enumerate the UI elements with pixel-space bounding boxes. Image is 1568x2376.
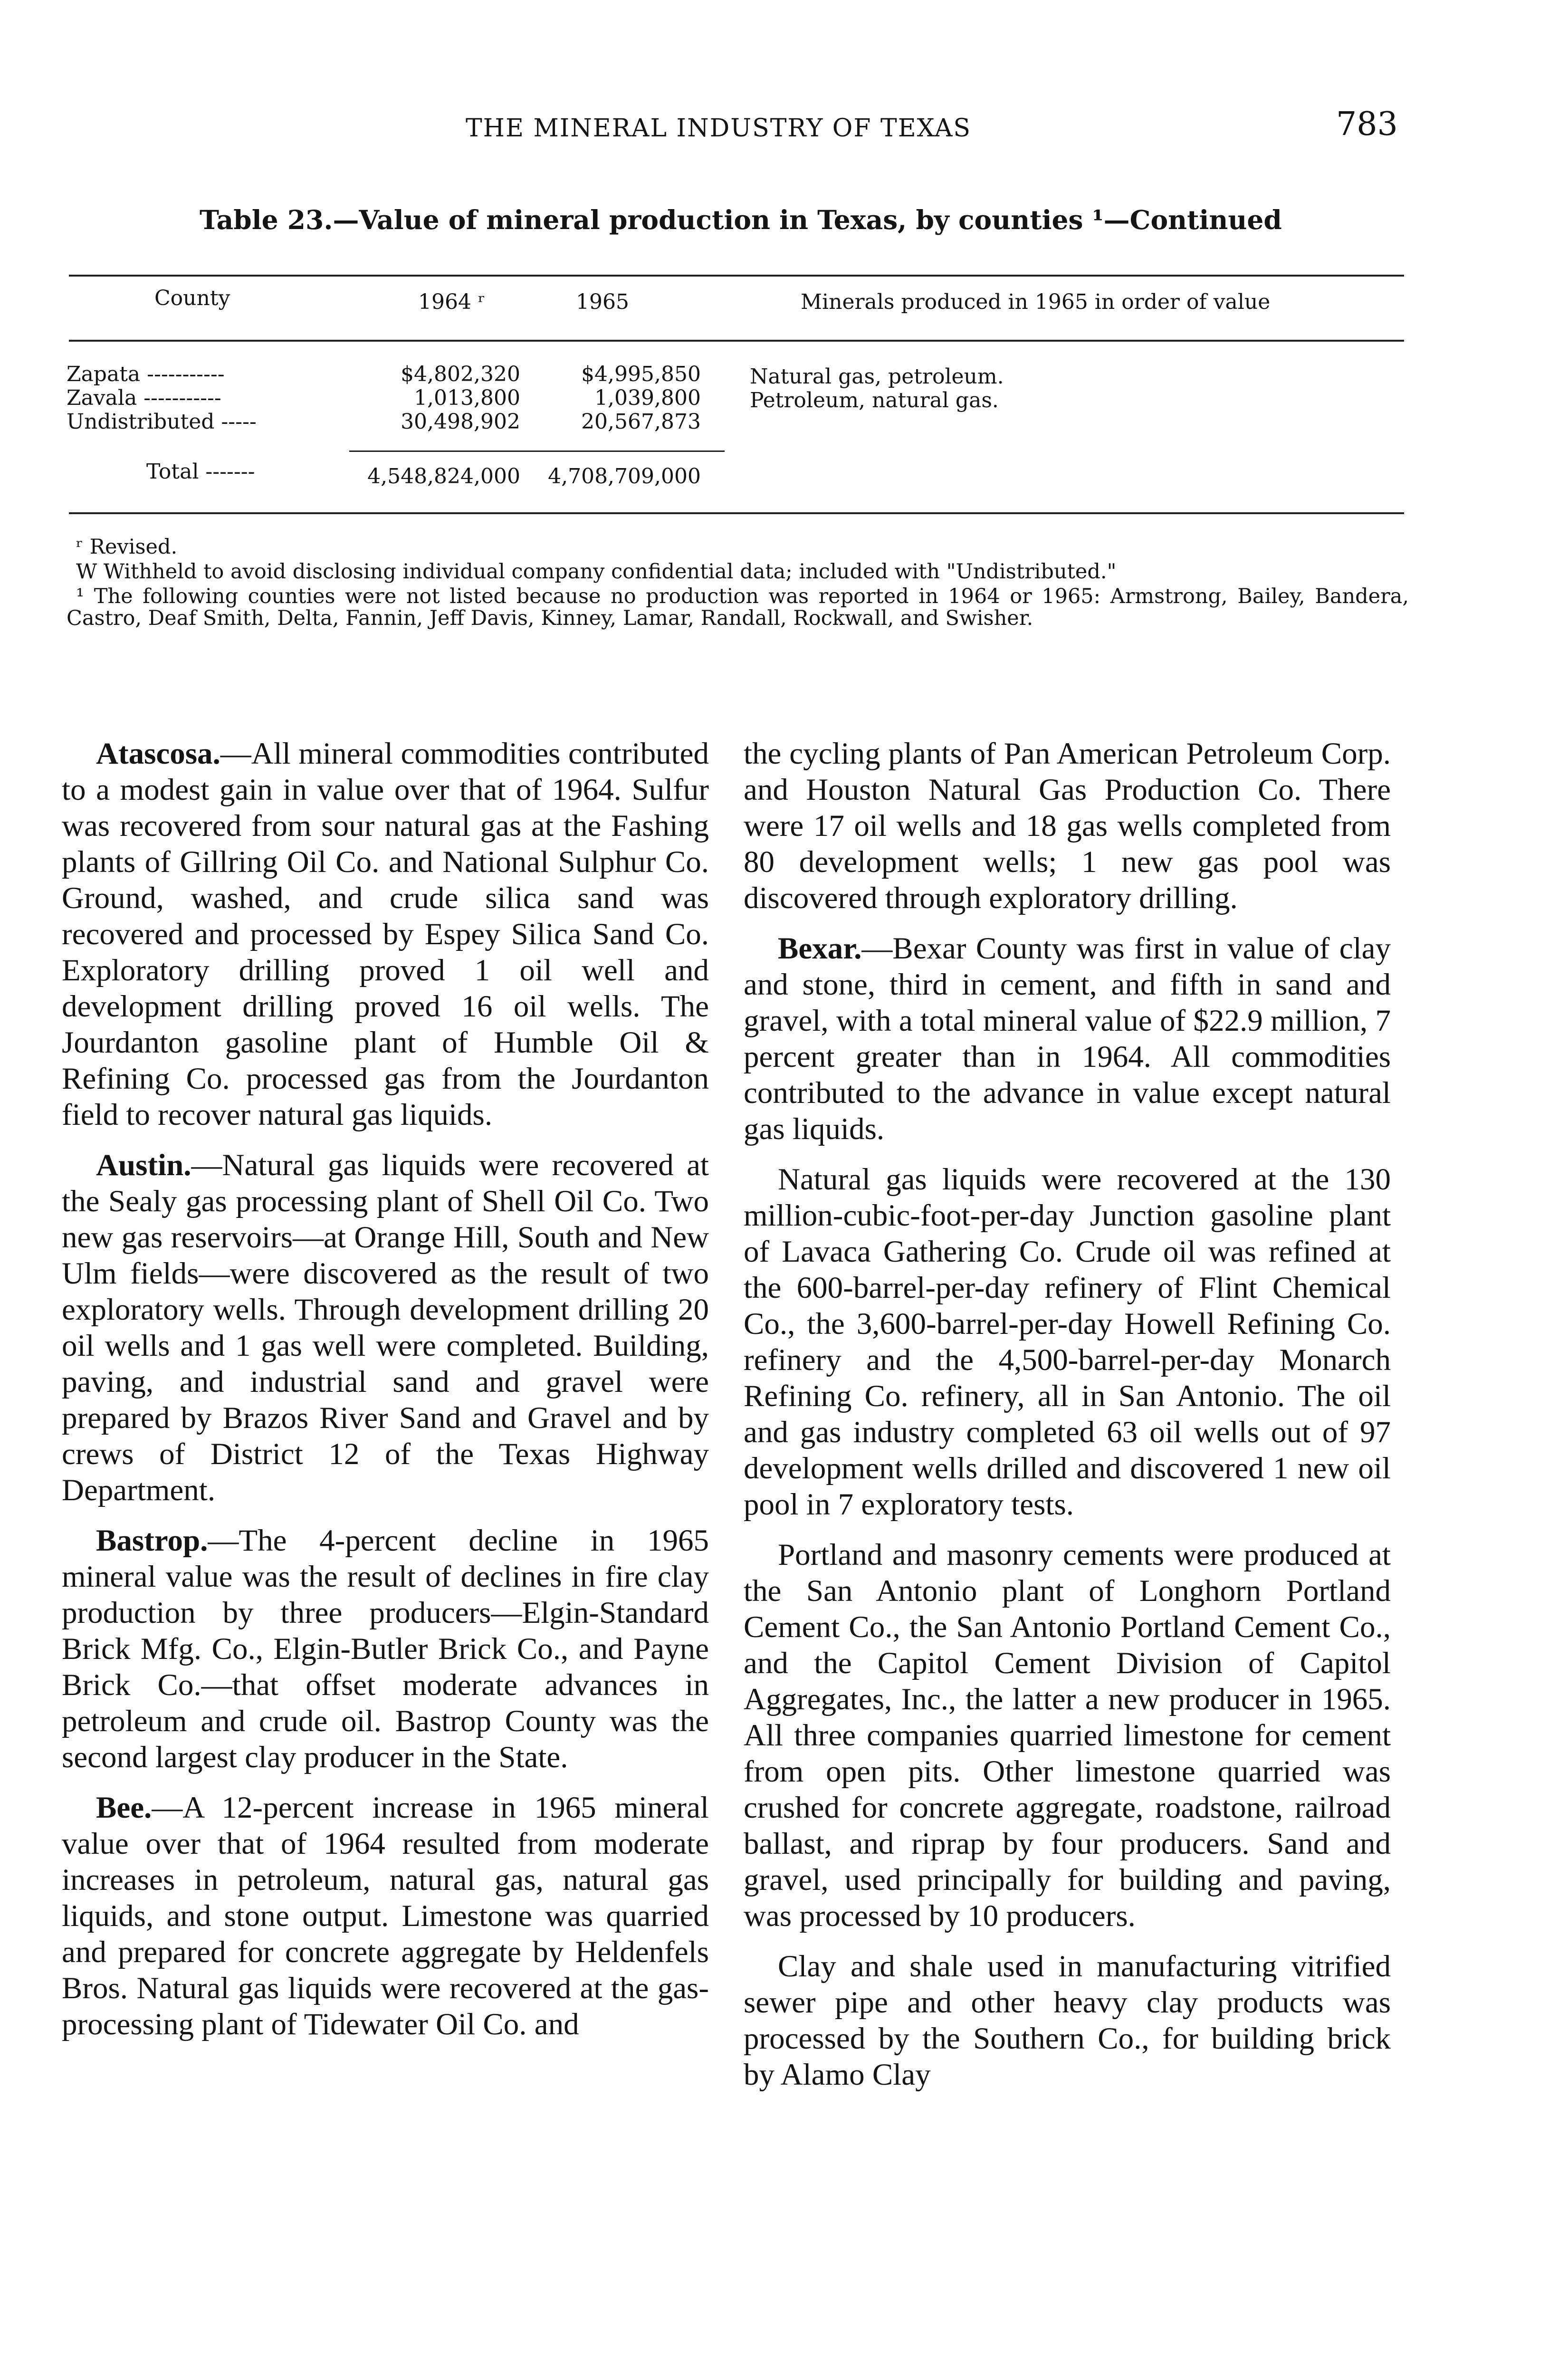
county-cell: Undistributed ----- — [67, 410, 257, 434]
paragraph-bexar-gas: Natural gas liquids were recovered at the 130 million-cubic-foot-per-day Junction gasoline plant of Lavaca Gathering Co. Crude oil was refined at the 600-barrel-per-day refinery of Flint Chemical Co., the 3,600-barrel-per-day Howell Refining Co. refinery and the 4,500-barrel-per-day Monarch Refining Co. refinery, all in San Antonio. The oil and gas industry completed 63 oil wells out of 97 development wells drilled and discovered 1 new oil pool in 7 exploratory tests. — [744, 1162, 1391, 1522]
paragraph-bexar-cement: Portland and masonry cements were produced at the San Antonio plant of Longhorn Portland Cement Co., the San Antonio Portland Cement Co., and the Capitol Cement Division of Capitol Aggregates, Inc., the latter a new producer in 1965. All three companies quarried limestone for cement from open pits. Other limestone quarried was crushed for concrete aggregate, roadstone, railroad ballast, and riprap by four producers. Sand and gravel, used principally for building and paving, was processed by 10 producers. — [744, 1538, 1391, 1933]
value-1964-cell: 30,498,902 — [401, 410, 520, 434]
footnote-unlisted-counties: ¹ The following counties were not listed because no production was reported in 1964 or 1965: Armstrong, Bailey, Bandera, Castro, Deaf Smith, Delta, Fannin, Jeff Davis, Kinney, Lamar, Randall, Rockwall, and Swisher. — [67, 584, 1409, 630]
value-1965-cell: 1,039,800 — [594, 386, 701, 410]
column-header-1964: 1964 ʳ — [418, 290, 486, 314]
paragraph-austin: Austin.—Natural gas liquids were recovered at the Sealy gas processing plant of Shell Oil Co. Two new gas reservoirs—at Orange Hill, South and New Ulm fields—were discovered as the result of two exploratory wells. Through development drilling 20 oil wells and 1 gas well were completed. Building, paving, and industrial sand and gravel were prepared by Brazos River Sand and Gravel and by crews of District 12 of the Texas Highway Department. — [62, 1148, 709, 1507]
table-title: Table 23.—Value of mineral production in Texas, by counties ¹—Continued — [200, 204, 1282, 235]
running-title: THE MINERAL INDUSTRY OF TEXAS — [466, 114, 972, 143]
minerals-cell: Natural gas, petroleum. — [750, 364, 1004, 389]
value-1965-cell: $4,995,850 — [581, 362, 701, 386]
column-header-minerals: Minerals produced in 1965 in order of value — [801, 290, 1271, 314]
column-header-county: County — [154, 286, 230, 310]
total-1964-cell: 4,548,824,000 — [367, 464, 520, 489]
total-label: Total ------- — [146, 460, 255, 484]
county-cell: Zapata ----------- — [67, 362, 225, 386]
county-cell: Zavala ----------- — [67, 386, 221, 410]
paragraph-bexar: Bexar.—Bexar County was first in value of clay and stone, third in cement, and fifth in sand and gravel, with a total mineral value of $22.9 million, 7 percent greater than in 1964. All commodities contributed to the advance in value except natural gas liquids. — [744, 931, 1391, 1146]
value-1964-cell: 1,013,800 — [414, 386, 520, 410]
footnote-withheld: W Withheld to avoid disclosing individual company confidential data; included with "Undistributed." — [76, 560, 1117, 584]
column-header-1965: 1965 — [576, 290, 629, 314]
total-1965-cell: 4,708,709,000 — [548, 464, 701, 489]
table-top-rule — [69, 275, 1404, 277]
footnote-revised: ʳ Revised. — [76, 535, 178, 559]
paragraph-bee: Bee.—A 12-percent increase in 1965 mineral value over that of 1964 resulted from moderate increases in petroleum, natural gas, natural gas liquids, and stone output. Limestone was quarried and prepared for concrete aggregate by Heldenfels Bros. Natural gas liquids were recovered at the gas-processing plant of Tidewater Oil Co. and — [62, 1791, 709, 2041]
value-1965-cell: 20,567,873 — [581, 410, 701, 434]
table-header-rule — [69, 340, 1404, 342]
value-1964-cell: $4,802,320 — [401, 362, 520, 386]
minerals-cell: Petroleum, natural gas. — [750, 388, 999, 412]
table-bottom-rule — [69, 512, 1404, 514]
paragraph-atascosa: Atascosa.—All mineral commodities contributed to a modest gain in value over that of 1964. Sulfur was recovered from sour natural gas at the Fashing plants of Gillring Oil Co. and National Sulphur Co. Ground, washed, and crude silica sand was recovered and processed by Espey Silica Sand Co. Exploratory drilling proved 1 oil well and development drilling proved 16 oil wells. The Jourdanton gasoline plant of Humble Oil & Refining Co. processed gas from the Jourdanton field to recover natural gas liquids. — [62, 737, 709, 1132]
body-column-right — [744, 736, 1391, 2107]
paragraph-bastrop: Bastrop.—The 4-percent decline in 1965 mineral value was the result of declines in fire clay production by three producers—Elgin-Standard Brick Mfg. Co., Elgin-Butler Brick Co., and Payne Brick Co.—that offset moderate advances in petroleum and crude oil. Bastrop County was the second largest clay producer in the State. — [62, 1523, 709, 1774]
paragraph-bee-continued: the cycling plants of Pan American Petroleum Corp. and Houston Natural Gas Production Co. There were 17 oil wells and 18 gas wells completed from 80 development wells; 1 new gas pool was discovered through exploratory drilling. — [744, 737, 1391, 915]
body-column-left — [62, 736, 709, 2057]
paragraph-bexar-clay: Clay and shale used in manufacturing vitrified sewer pipe and other heavy clay products was processed by the Southern Co., for building brick by Alamo Clay — [744, 1949, 1391, 2092]
page-number: 783 — [1336, 105, 1398, 143]
total-rule — [349, 450, 725, 452]
